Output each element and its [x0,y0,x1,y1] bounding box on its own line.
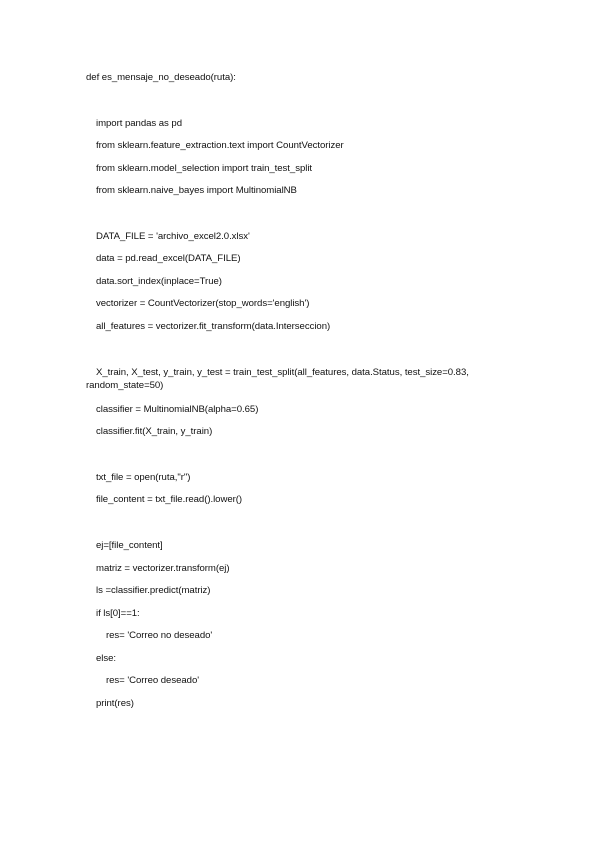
code-line-matriz: matriz = vectorizer.transform(ej) [96,563,230,574]
code-line-ej: ej=[file_content] [96,540,163,551]
code-line-read-file: file_content = txt_file.read().lower() [96,494,243,505]
code-line-predict: ls =classifier.predict(matriz) [96,585,211,596]
code-line-all-features: all_features = vectorizer.fit_transform(data.Interseccion) [96,321,331,332]
code-line-classifier: classifier = MultinomialNB(alpha=0.65) [96,404,259,415]
code-line-sort-index: data.sort_index(inplace=True) [96,276,222,287]
code-line-res-deseado: res= 'Correo deseado' [106,675,200,686]
code-line-vectorizer: vectorizer = CountVectorizer(stop_words='english') [96,298,310,309]
code-line-import-vectorizer: from sklearn.feature_extraction.text import CountVectorizer [96,140,344,151]
code-line-train-test-split: X_train, X_test, y_train, y_test = train_test_split(all_features, data.Status, test_size=0.83, [96,367,469,378]
code-line-classifier-fit: classifier.fit(X_train, y_train) [96,426,213,437]
code-line-print: print(res) [96,698,134,709]
code-line-if: if ls[0]==1: [96,608,140,619]
code-line-import-nb: from sklearn.naive_bayes import MultinomialNB [96,185,297,196]
code-line-else: else: [96,653,117,664]
code-line-data-file: DATA_FILE = 'archivo_excel2.0.xlsx' [96,231,250,242]
code-line-res-no-deseado: res= 'Correo no deseado' [106,630,213,641]
code-line-open-file: txt_file = open(ruta,"r") [96,472,191,483]
code-line-def: def es_mensaje_no_deseado(ruta): [86,72,236,83]
code-line-read-excel: data = pd.read_excel(DATA_FILE) [96,253,241,264]
code-line-import-pandas: import pandas as pd [96,118,182,129]
code-line-random-state: random_state=50) [86,380,164,391]
code-line-import-split: from sklearn.model_selection import train_test_split [96,163,313,174]
